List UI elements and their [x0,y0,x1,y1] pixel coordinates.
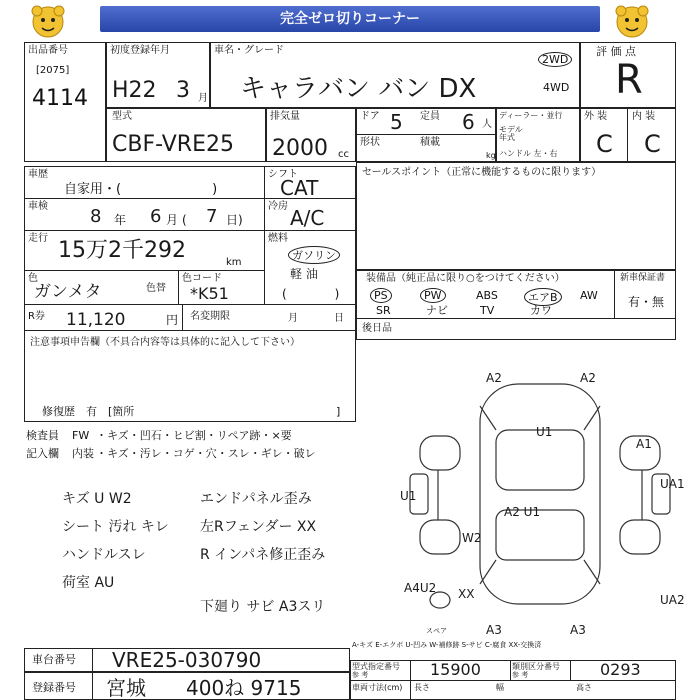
repair-label: 修復歴 有 [箇所 [42,405,135,418]
mark-a1: A1 [636,437,652,451]
equip-airbag: エアB [524,288,562,306]
history-value: 自家用・( ) [64,182,218,197]
mark-a2-top-left: A2 [486,371,502,385]
ref-label: 参 考 [352,671,369,679]
drive-4wd: 4WD [543,81,570,94]
fuel-diesel: 軽 油 [290,267,318,281]
inspection-suffix: 日) [226,213,243,227]
len-label: 長さ [414,683,430,692]
mark-u1-center: U1 [536,425,553,439]
model-label: 型式 [112,111,132,122]
mileage-label: 走行 [28,233,48,244]
chassis-label: 車台番号 [32,653,76,666]
persons-unit: 人 [482,119,492,130]
new-warranty-label: 新車保証書 [620,273,666,283]
equip-tv: TV [480,304,495,317]
plate-number: 400ね 9715 [186,676,302,700]
inspection-year: 8 [90,206,102,227]
equip-leather: カワ [530,304,552,317]
type-cert-value: 15900 [430,660,481,679]
mark-ua2: UA2 [660,593,685,607]
note-right-3: R インパネ修正歪み [200,547,326,563]
interior-label: 内 装 [632,111,656,122]
color-swap-label: 色替 [146,283,166,294]
km-unit: km [226,257,242,268]
left-mascot-icon [28,2,68,42]
sales-point-box [356,162,676,270]
capacity-label: 定員 [420,111,440,122]
recycle-label: R券 [28,311,45,322]
ext-tag: FW [72,429,90,442]
color-label: 色 [28,273,38,284]
history-label: 車歴 [28,169,48,180]
warranty-value: 有・無 [628,295,665,309]
note-left-2: シート 汚れ キレ [62,519,169,535]
hgt-label: 高さ [576,683,592,692]
right-mascot-icon [612,2,652,42]
inspection-open-paren: ( [182,213,187,227]
doors-value: 5 [390,110,403,134]
inspector-label2: 記入欄 [26,447,59,460]
fuel-gasoline: ガソリン [288,246,340,264]
dealer-label: ディーラー・並行 [499,111,563,120]
exterior-grade: C [596,130,613,158]
shift-label: シフト [268,169,298,180]
plate-pref: 宮城 [106,676,146,700]
equip-navi: ナビ [426,304,448,317]
inspector-label1: 検査員 [26,429,59,442]
dims-label: 車両寸法(cm) [352,683,403,692]
score-label: 評 価 点 [596,45,636,58]
color-value: ガンメタ [34,282,102,302]
equip-abs: ABS [476,289,498,302]
equip-pw: PW [420,288,446,303]
year-unit: 年 [114,213,127,227]
recycle-value: 11,120 [66,310,126,330]
model-value: CBF-VRE25 [112,132,234,157]
doors-label: ドア [360,111,380,122]
mileage-value: 15万2千292 [58,238,186,263]
class-label: 類別区分番号 [512,662,560,671]
cc-unit: cc [338,149,349,160]
lot-number: 4114 [32,86,88,111]
exterior-label: 外 装 [584,111,608,122]
ext-row: ・キズ・凹石・ヒビ割・リペア跡・×要 [96,429,292,442]
type-cert-label: 型式指定番号 [352,662,400,671]
inspection-day: 7 [206,206,218,227]
note-right-4: 下廻り サビ A3スリ [200,599,326,615]
ref-label-2: 参 考 [512,671,529,679]
sales-point-label: セールスポイント（正常に機能するものに限ります） [362,167,602,178]
mark-a3-right: A3 [570,623,586,637]
car-diagram [400,370,690,620]
wid-label: 幅 [496,683,504,692]
ac-label: 冷房 [268,201,288,212]
car-name: キャラバン バン DX [240,74,477,104]
score-value: R [615,57,643,103]
note-left-1: キズ U W2 [62,491,132,507]
note-right-1: エンドパネル歪み [200,491,312,507]
equipment-label: 装備品（純正品に限り○をつけてください） [366,273,565,284]
mark-xx: XX [458,587,475,601]
model-year-label: モデル年式 [499,125,523,142]
corner-banner: 完全ゼロ切りコーナー [100,6,600,32]
first-reg-label: 初度登録年月 [110,45,170,56]
mark-w2: W2 [462,531,482,545]
yen-unit: 円 [166,313,179,327]
kg-unit: kg [486,151,496,160]
interior-grade: C [644,130,661,158]
handle-label: ハンドル 左・右 [499,149,558,158]
reg-change-month: 月 [288,313,298,324]
month-unit: 月 [198,93,208,104]
displacement-value: 2000 [272,136,328,161]
color-code-value: *K51 [190,284,229,303]
name-label: 車名・グレード [214,45,284,56]
equip-aw: AW [580,289,598,302]
load-label: 積載 [420,137,440,148]
lot-sub: [2075] [36,65,70,76]
reg-change-label: 名変期限 [190,311,230,322]
mark-ua1: UA1 [660,477,685,491]
drive-2wd: 2WD [538,52,572,67]
shape-label: 形状 [360,137,380,148]
note-right-2: 左Rフェンダー XX [200,519,317,535]
note-left-3: ハンドルスレ [62,547,146,563]
inspection-month-unit: 月 [166,213,179,227]
damage-legend: A-キズ E-エクボ U-凹み W-補修跡 S-サビ C-腐食 XX-交換済 [352,641,542,649]
repair-close: ] [336,405,341,418]
fuel-other: ( ) [282,287,340,301]
plate-label: 登録番号 [32,681,76,694]
notes-label: 注意事項申告欄（不具合内容等は具体的に記入して下さい） [30,337,300,348]
spare-label: スペア [426,627,447,635]
first-reg-year: H22 [112,78,157,103]
equip-sr: SR [376,304,391,317]
back-seat-label: 後日品 [362,323,392,334]
displacement-label: 排気量 [270,111,300,122]
mark-a3-left: A3 [486,623,502,637]
note-left-4: 荷室 AU [62,575,115,591]
lot-label: 出品番号 [28,45,68,56]
mark-u1-left: U1 [400,489,417,503]
color-code-label: 色コード [182,273,222,284]
reg-change-day: 日 [334,313,344,324]
chassis-number: VRE25-030790 [112,648,262,672]
mark-a2-u1: A2 U1 [504,505,541,519]
class-value: 0293 [600,660,641,679]
inspection-label: 車検 [28,201,48,212]
equip-ps: PS [370,288,392,303]
mark-a4u2: A4U2 [404,581,437,595]
fuel-label: 燃料 [268,233,288,244]
shift-value: CAT [280,176,319,200]
inspection-month: 6 [150,206,162,227]
int-tag: 内装 [72,447,94,460]
mark-a2-top-right: A2 [580,371,596,385]
int-row: ・キズ・汚レ・コゲ・穴・スレ・ギレ・破レ [96,447,316,460]
ac-value: A/C [290,206,325,230]
first-reg-month: 3 [176,78,190,103]
capacity-value: 6 [462,110,475,134]
